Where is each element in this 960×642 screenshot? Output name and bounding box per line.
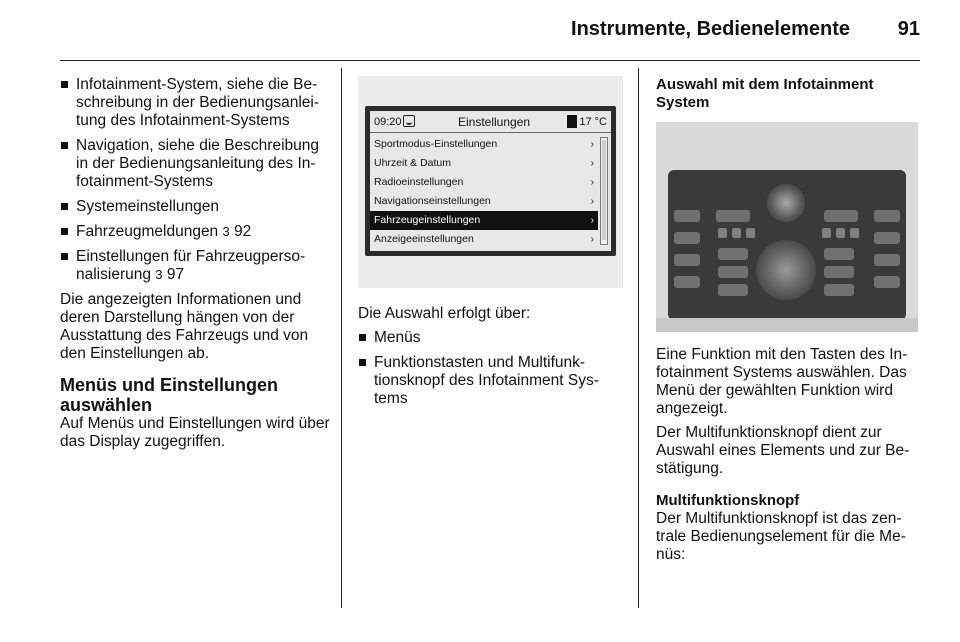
list-item: Menüs	[358, 329, 623, 347]
panel-lower-trim	[656, 318, 918, 332]
body-paragraph: Der Multifunktionsknopf ist das zen-trale Bedienungselement für die Me-nüs:	[656, 510, 906, 563]
display-status-bar	[370, 111, 611, 133]
column-right	[656, 76, 924, 112]
list-item: Systemeinstellungen	[60, 198, 332, 216]
section-heading: Auswahl mit dem Infotainment System	[656, 76, 874, 111]
panel-button-icon	[674, 232, 700, 244]
panel-button-icon	[718, 248, 748, 260]
panel-button-icon	[824, 210, 858, 222]
list-item: Infotainment-System, siehe die Be-schreibung in der Bedienungsanlei-tung des Infotainment-Systems	[60, 76, 332, 130]
preset-button-icon	[850, 228, 859, 238]
column-divider-right	[638, 68, 639, 608]
body-paragraph: Auf Menüs und Einstellungen wird über das Display zugegriffen.	[60, 415, 330, 450]
panel-button-icon	[874, 232, 900, 244]
chevron-right-icon: ›	[590, 196, 594, 207]
topic-list	[60, 76, 332, 284]
menu-item[interactable]: Radioeinstellungen ›	[370, 173, 598, 192]
column-right-text	[656, 346, 924, 570]
panel-button-icon	[874, 210, 900, 222]
preset-button-icon	[836, 228, 845, 238]
menu-scrollbar[interactable]	[600, 137, 608, 245]
panel-button-icon	[824, 248, 854, 260]
display-screen	[370, 111, 611, 251]
bullet-square-icon	[61, 81, 68, 88]
list-item: Funktionstasten und Multifunk-tionsknopf des Infotainment Sys-tems	[358, 354, 623, 408]
panel-button-icon	[824, 266, 854, 278]
bullet-square-icon	[61, 253, 68, 260]
body-paragraph: Eine Funktion mit den Tasten des In-fotainment Systems auswählen. Das Menü der gewählten Funktion wird angezeigt.	[656, 346, 908, 417]
list-item: Einstellungen für Fahrzeugperso-nalisierung 3 97	[60, 248, 332, 284]
menu-item-selected[interactable]: Fahrzeugeinstellungen ›	[370, 211, 598, 230]
volume-knob-icon	[767, 184, 805, 222]
bullet-square-icon	[61, 203, 68, 210]
preset-button-icon	[732, 228, 741, 238]
multifunction-knob-icon	[756, 240, 816, 300]
panel-button-icon	[674, 254, 700, 266]
page-reference-link[interactable]: 92	[234, 223, 252, 240]
body-paragraph: Die angezeigten Informationen und deren Darstellung hängen von der Ausstattung des Fahrzeugs und von den Einstellungen ab.	[60, 291, 309, 362]
page-reference-arrow-icon: 3	[222, 224, 230, 239]
page-reference-link[interactable]: 97	[166, 266, 185, 283]
bullet-square-icon	[359, 359, 366, 366]
list-item: Fahrzeugmeldungen 3 92	[60, 223, 332, 241]
chevron-right-icon: ›	[590, 234, 594, 245]
preset-button-icon	[746, 228, 755, 238]
chevron-right-icon: ›	[590, 139, 594, 150]
navigation-status-icon	[403, 115, 415, 127]
display-bezel	[365, 106, 616, 256]
display-temperature: 17 °C	[579, 116, 607, 128]
panel-button-icon	[718, 266, 748, 278]
chevron-right-icon: ›	[590, 215, 594, 226]
body-paragraph: Die Auswahl erfolgt über:	[358, 305, 531, 322]
bullet-square-icon	[359, 334, 366, 341]
bullet-square-icon	[61, 228, 68, 235]
page-number: 91	[897, 18, 920, 40]
header-divider	[60, 60, 920, 61]
display-illustration	[358, 76, 623, 288]
preset-button-icon	[718, 228, 727, 238]
menu-item[interactable]: Navigationseinstellungen ›	[370, 192, 598, 211]
column-left	[60, 76, 332, 457]
column-middle	[358, 305, 623, 415]
display-clock: 09:20	[374, 116, 402, 128]
chevron-right-icon: ›	[590, 177, 594, 188]
chevron-right-icon: ›	[590, 158, 594, 169]
panel-button-icon	[716, 210, 750, 222]
panel-button-icon	[718, 284, 748, 296]
panel-button-icon	[874, 254, 900, 266]
panel-button-icon	[824, 284, 854, 296]
bullet-square-icon	[61, 142, 68, 149]
panel-button-icon	[874, 276, 900, 288]
page-reference-arrow-icon: 3	[155, 267, 163, 282]
thermometer-icon	[567, 115, 577, 128]
scrollbar-thumb[interactable]	[602, 140, 606, 240]
subsection-heading: Multifunktionsknopf	[656, 492, 800, 509]
preset-button-icon	[822, 228, 831, 238]
infotainment-control-panel-photo	[656, 122, 918, 332]
list-item: Navigation, siehe die Beschreibung in der Bedienungsanleitung des In-fotainment-Systems	[60, 137, 332, 191]
body-paragraph: Der Multifunktionsknopf dient zur Auswahl eines Elements und zur Be-stätigung.	[656, 424, 910, 477]
column-divider-left	[341, 68, 342, 608]
menu-item[interactable]: Sportmodus-Einstellungen ›	[370, 135, 598, 154]
section-heading: Menüs und Einstellungen auswählen	[60, 375, 279, 415]
menu-item[interactable]: Uhrzeit & Datum ›	[370, 154, 598, 173]
panel-button-icon	[674, 210, 700, 222]
display-menu-title: Einstellungen	[458, 115, 531, 129]
page-header-title: Instrumente, Bedienelemente	[571, 18, 850, 40]
menu-item[interactable]: Anzeigeeinstellungen ›	[370, 230, 598, 249]
settings-menu	[370, 135, 598, 249]
selection-method-list	[358, 329, 623, 408]
panel-button-icon	[674, 276, 700, 288]
